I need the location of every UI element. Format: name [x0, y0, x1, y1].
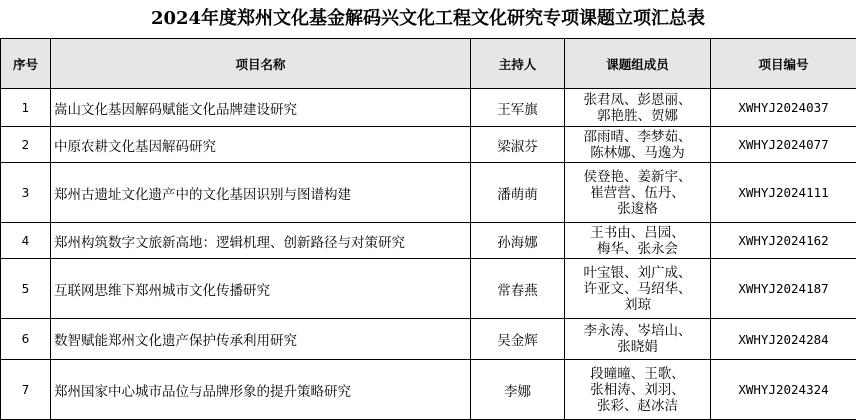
row-members — [565, 127, 711, 163]
row-no: 3 — [1, 163, 51, 223]
header-name: 项目名称 — [51, 39, 471, 89]
row-code: XWHYJ2024324 — [711, 360, 856, 420]
row-members — [565, 163, 711, 223]
row-no: 6 — [1, 319, 51, 360]
table-row — [1, 127, 856, 163]
row-name: 郑州构筑数字文旅新高地：逻辑机理、创新路径与对策研究 — [51, 223, 471, 259]
member-line: 刘琼 — [565, 297, 710, 313]
row-code: XWHYJ2024187 — [711, 259, 856, 319]
table-header-row — [1, 39, 856, 89]
header-no: 序号 — [1, 39, 51, 89]
row-code: XWHYJ2024162 — [711, 223, 856, 259]
table-row — [1, 360, 856, 420]
member-line: 张君凤、彭恩丽、 — [565, 92, 710, 108]
row-host: 李娜 — [471, 360, 565, 420]
row-code: XWHYJ2024111 — [711, 163, 856, 223]
table-row — [1, 319, 856, 360]
row-members — [565, 259, 711, 319]
table-row — [1, 223, 856, 259]
row-name: 嵩山文化基因解码赋能文化品牌建设研究 — [51, 89, 471, 127]
member-line: 陈林娜、马逸为 — [565, 145, 710, 161]
table-row — [1, 259, 856, 319]
member-line: 张晓娟 — [565, 339, 710, 355]
member-line: 邵雨晴、李梦茹、 — [565, 129, 710, 145]
row-no: 2 — [1, 127, 51, 163]
row-host: 吴金辉 — [471, 319, 565, 360]
row-code: XWHYJ2024037 — [711, 89, 856, 127]
table-row — [1, 163, 856, 223]
row-no: 1 — [1, 89, 51, 127]
header-code: 项目编号 — [711, 39, 856, 89]
row-name: 数智赋能郑州文化遗产保护传承利用研究 — [51, 319, 471, 360]
row-name: 郑州古遗址文化遗产中的文化基因识别与图谱构建 — [51, 163, 471, 223]
row-code: XWHYJ2024077 — [711, 127, 856, 163]
row-members — [565, 223, 711, 259]
member-line: 郭艳胜、贺娜 — [565, 108, 710, 124]
row-no: 4 — [1, 223, 51, 259]
row-name: 中原农耕文化基因解码研究 — [51, 127, 471, 163]
row-host: 常春燕 — [471, 259, 565, 319]
member-line: 叶宝银、刘广成、 — [565, 265, 710, 281]
project-table — [0, 38, 856, 420]
row-code: XWHYJ2024284 — [711, 319, 856, 360]
member-line: 段曈曈、王歌、 — [565, 366, 710, 382]
row-host: 梁淑芬 — [471, 127, 565, 163]
member-line: 崔营营、伍丹、 — [565, 185, 710, 201]
member-line: 李永涛、岑培山、 — [565, 323, 710, 339]
row-no: 7 — [1, 360, 51, 420]
row-members — [565, 360, 711, 420]
row-name: 互联网思维下郑州城市文化传播研究 — [51, 259, 471, 319]
member-line: 侯登艳、姜新宇、 — [565, 169, 710, 185]
table-row — [1, 89, 856, 127]
row-no: 5 — [1, 259, 51, 319]
row-host: 孙海娜 — [471, 223, 565, 259]
header-host: 主持人 — [471, 39, 565, 89]
member-line: 张逡格 — [565, 201, 710, 217]
row-members — [565, 89, 711, 127]
member-line: 张彩、赵冰洁 — [565, 398, 710, 414]
member-line: 张相涛、刘羽、 — [565, 382, 710, 398]
member-line: 许亚文、马绍华、 — [565, 281, 710, 297]
row-host: 王军旗 — [471, 89, 565, 127]
page-title: 2024年度郑州文化基金解码兴文化工程文化研究专项课题立项汇总表 — [0, 0, 856, 38]
row-members — [565, 319, 711, 360]
row-name: 郑州国家中心城市品位与品牌形象的提升策略研究 — [51, 360, 471, 420]
header-members: 课题组成员 — [565, 39, 711, 89]
member-line: 王书由、吕园、 — [565, 225, 710, 241]
member-line: 梅华、张永会 — [565, 241, 710, 257]
row-host: 潘萌萌 — [471, 163, 565, 223]
